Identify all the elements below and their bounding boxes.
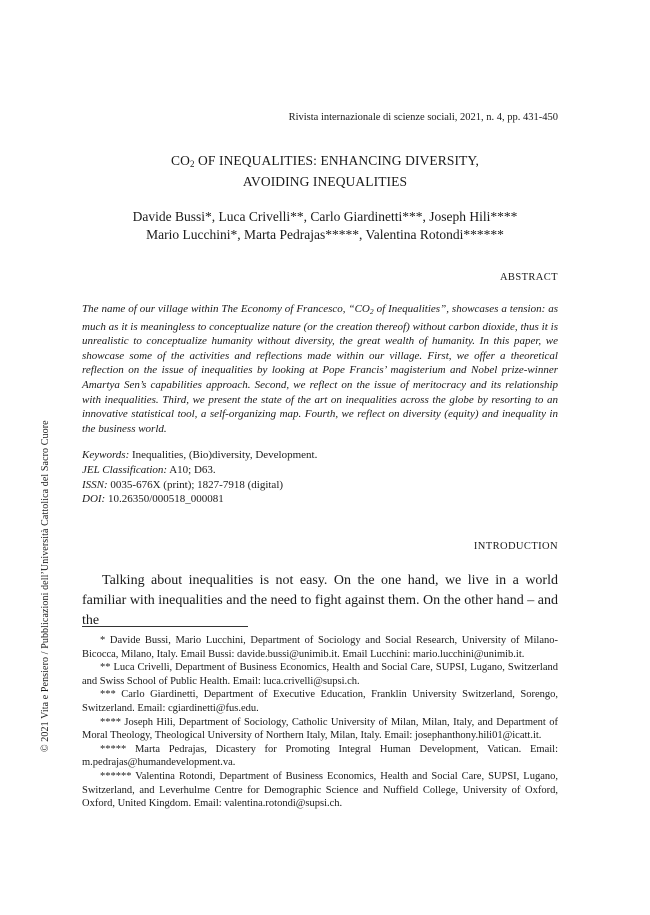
footnote-1: * Davide Bussi, Mario Lucchini, Department of Sociology and Social Research, University of Milano-Bicocca, Milano, Italy. Email Bussi: davide.bussi@unimib.it. Email Lucchini: mario.lucchini@unimib.it. — [82, 635, 558, 660]
footnote-2: ** Luca Crivelli, Department of Business Economics, Health and Social Care, SUPSI, Lugano, Switzerland and Swiss School of Public Health. Email: luca.crivelli@supsi.ch. — [82, 662, 558, 687]
footnote-divider — [82, 626, 248, 627]
author-line-2: Mario Lucchini*, Marta Pedrajas*****, Valentina Rotondi****** — [146, 227, 504, 242]
article-title — [0, 152, 650, 190]
author-line-1: Davide Bussi*, Luca Crivelli**, Carlo Giardinetti***, Joseph Hili**** — [132, 209, 518, 224]
article-metadata — [82, 448, 558, 507]
journal-citation: Rivista internazionale di scienze sociali, 2021, n. 4, pp. 431-450 — [288, 112, 558, 123]
title-line-1: $CO_2$ OF INEQUALITIES: ENHANCING DIVERSITY, — [171, 153, 479, 169]
author-list — [0, 208, 650, 244]
footnote-5: ***** Marta Pedrajas, Dicastery for Promoting Integral Human Development, Vatican. Email: m.pedrajas@humandevelopment.va. — [82, 743, 558, 769]
abstract-text: The name of our village within The Economy of Francesco, “$CO_2$ of Inequalities”, showcases a tension: as much as it is meaningless to conceptualize nature (or the creation thereof) without carbon dioxide, thus it is unrealistic to conceptualize humanity without diversity, the great wealth of humanity. In this paper, we showcase some of the activities and reflections made within our village. First, we offer a theoretical reflection on the issue of inequalities by looking at Pope Francis’ magisterium and Nobel prize-winner Amartya Sen’s capabilities approach. Second, we reflect on the issue of meritocracy and its relationship with inequalities. Third, we present the state of the art on inequalities across the globe by resorting to an innovative statistical tool, a self-organizing map. Fourth, we reflect on diversity (equity) and inequality in the business world. — [82, 303, 558, 435]
jel-line: JEL Classification: A10; D63. — [82, 463, 216, 476]
title-line-2: AVOIDING INEQUALITIES — [242, 174, 408, 189]
keywords-line: Keywords: Inequalities, (Bio)diversity, Development. — [82, 449, 318, 461]
introduction-heading: INTRODUCTION — [473, 541, 558, 552]
issn-line: ISSN: 0035-676X (print); 1827-7918 (digital) — [82, 478, 284, 491]
footnote-3: *** Carlo Giardinetti, Department of Executive Education, Franklin University Switzerland, Sorengo, Switzerland. Email: cgiardinetti@fus.edu. — [82, 689, 558, 714]
footnote-6: ****** Valentina Rotondi, Department of Business Economics, Health and Social Care, SUPSI, Lugano, Switzerland, and Leverhulme Centre for Demographic Science and Nuffield College, University of Oxford, Oxford, United Kingdom. Email: valentina.rotondi@supsi.ch. — [82, 770, 558, 810]
footnotes — [82, 634, 558, 811]
doi-line: DOI: 10.26350/000518_000081 — [82, 493, 224, 506]
copyright-sidebar: © 2021 Vita e Pensiero / Pubblicazioni dell’Università Cattolica del Sacro Cuore — [40, 420, 51, 752]
abstract-heading: ABSTRACT — [499, 272, 558, 283]
footnote-4: **** Joseph Hili, Department of Sociology, Catholic University of Milan, Milan, Italy, and Department of Moral Theology, Theological University of Northern Italy, Milan, Italy. Email: josephanthony.hili01@icatt.it. — [82, 716, 558, 742]
introduction-text: Talking about inequalities is not easy. On the one hand, we live in a world familiar with inequalities and the need to fight against them. On the other hand – and the — [82, 573, 558, 628]
